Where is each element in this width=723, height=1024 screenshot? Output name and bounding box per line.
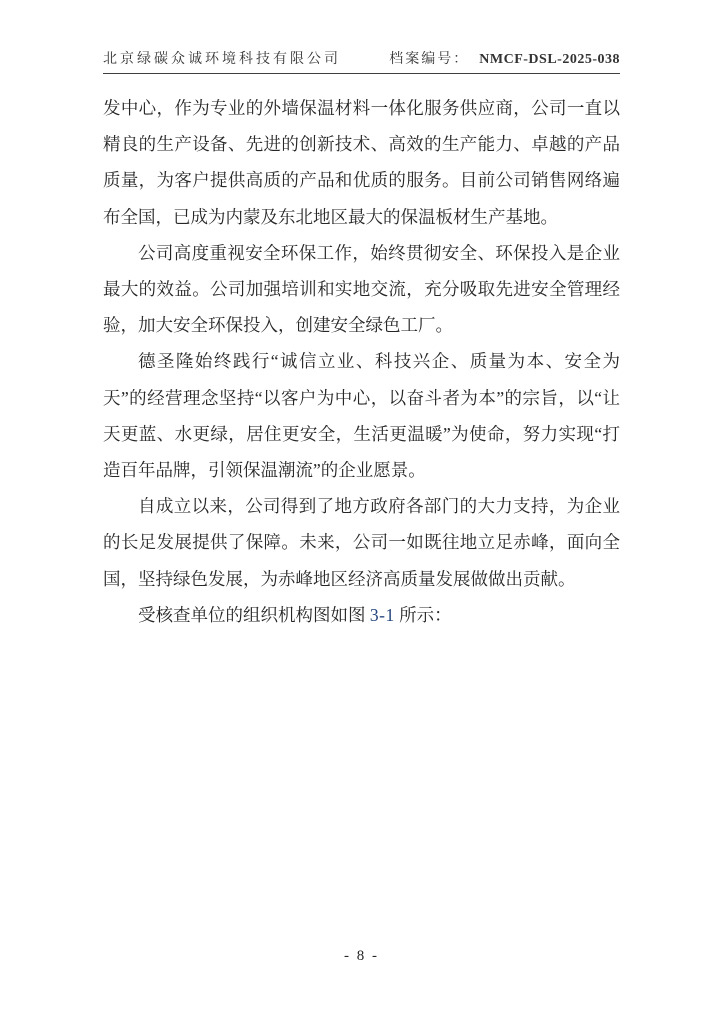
- page-number: - 8 -: [344, 948, 379, 964]
- header-doc-number: [389, 48, 620, 68]
- page-footer: [0, 948, 723, 965]
- figure-ref-link[interactable]: 3-1: [369, 604, 395, 625]
- figure-sentence-prefix: 受核查单位的组织机构图如图: [138, 604, 370, 625]
- header-company-name: 北京绿碳众诚环境科技有限公司: [103, 52, 341, 67]
- paragraph-company-intro: 发中心，作为专业的外墙保温材料一体化服务供应商，公司一直以精良的生产设备、先进的创新技术、高效的生产能力、卓越的产品质量，为客户提供高质的产品和优质的服务。目前公司销售网络遍布全国，已成为内蒙及东北地区最大的保温板材生产基地。: [103, 98, 620, 227]
- paragraph-government-support: 自成立以来，公司得到了地方政府各部门的大力支持，为企业的长足发展提供了保障。未来，公司一如既往地立足赤峰，面向全国，坚持绿色发展，为赤峰地区经济高质量发展做做出贡献。: [103, 496, 620, 589]
- document-body: [103, 90, 620, 633]
- doc-number-label: 档案编号：: [389, 52, 470, 67]
- page-header: [103, 48, 620, 74]
- figure-sentence-suffix: 所示：: [394, 604, 452, 625]
- paragraph-business-philosophy: 德圣隆始终践行“诚信立业、科技兴企、质量为本、安全为天”的经营理念坚持“以客户为中心，以奋斗者为本”的宗旨，以“让天更蓝、水更绿，居住更安全，生活更温暖”为使命，努力实现“打造百年品牌，引领保温潮流”的企业愿景。: [103, 351, 620, 481]
- paragraph-safety-environment: 公司高度重视安全环保工作，始终贯彻安全、环保投入是企业最大的效益。公司加强培训和实地交流，充分吸取先进安全管理经验，加大安全环保投入，创建安全绿色工厂。: [103, 242, 620, 336]
- paragraph-figure-sentence: [103, 597, 620, 633]
- doc-number-value: NMCF-DSL-2025-038: [479, 52, 620, 67]
